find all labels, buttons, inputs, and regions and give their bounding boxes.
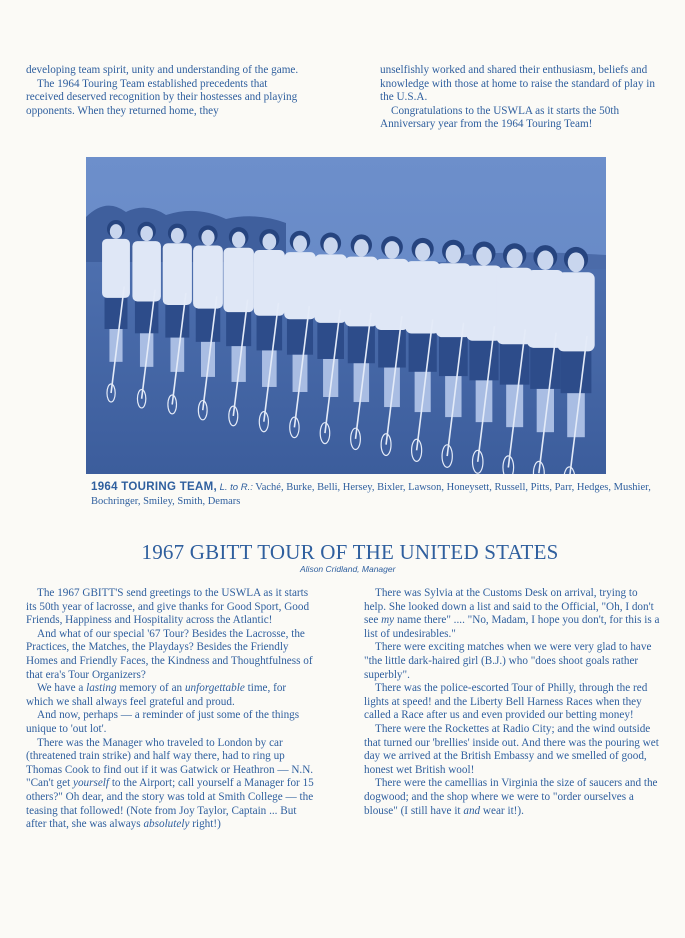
paragraph: There were exciting matches when we were very glad to have "the little dark-haired girl (B.J.) who "does shoot goals rather superbly". [364,641,652,681]
italic-text: yourself [72,777,110,790]
text: There were the camellias in Virginia the size of saucers and the dogwood; and the shop where we were to "order ourselves a blouse" (I still have it [364,777,658,817]
paragraph: The 1967 GBITT'S send greetings to the USWLA as it starts its 50th year of lacrosse, and give thanks for Good Sport, Good Friends, Happiness and Hospitality across the Atlantic! [26,587,310,627]
paragraph [364,777,660,818]
italic-text: absolutely [143,818,190,831]
text: time, for which we shall always feel grateful and proud. [26,682,287,708]
italic-text: lasting [86,682,117,695]
paragraph: And what of our special '67 Tour? Besides the Lacrosse, the Practices, the Matches, the Playdays? Besides the Friendly Homes and Friendly Faces, the Kindness and Thoughtfulness of that era's Tour Organizers? [26,627,313,681]
article-byline: Alison Cridland, Manager [300,564,396,574]
text: to the Airport; call yourself a Manager for 15 others?" Oh dear, and the story was told at Smith College — the teasing that followed! (Note from Joy Taylor, Captain ... But after that, she was always [26,777,314,831]
paragraph: developing team spirit, unity and understanding of the game. [26,64,299,76]
text: right!) [189,818,221,831]
top-left-column [26,64,308,118]
paragraph [26,682,316,709]
text: There was Sylvia at the Customs Desk on arrival, trying to help. She looked down a list and said to the Official, "Oh, I don't see [364,587,654,627]
caption-title: 1964 TOURING TEAM, [91,481,217,493]
italic-text: and [463,804,481,817]
text: We have a [37,682,87,695]
team-photo [86,157,606,474]
text: wear it!). [480,804,524,817]
top-right-column [380,64,660,132]
paragraph: Congratulations to the USWLA as it starts the 50th Anniversary year from the 1964 Touring Team! [380,104,620,131]
photo-caption [91,480,651,509]
text: memory of an [116,682,185,695]
paragraph: There were the Rockettes at Radio City; and the wind outside that turned our 'brellies' inside out. And there was the pouring wet day we arrived at the British Embassy and we smelled of good, honest wet British wool! [364,722,659,776]
article-left-column [26,587,316,832]
paragraph: And now, perhaps — a reminder of just some of the things unique to 'out lot'. [26,709,300,735]
team-photo-illustration [86,157,606,474]
caption-left-to-right: L. to R.: [219,482,253,493]
caption-names: Vaché, Burke, Belli, Hersey, Bixler, Lawson, Honeysett, Russell, Pitts, Parr, Hedges, Mushier, Bochringer, Smiley, Smith, Demars [91,482,651,507]
paragraph: unselfishly worked and shared their enthusiasm, beliefs and knowledge with those at home to raise the standard of play in the U.S.A. [380,64,655,104]
paragraph: The 1964 Touring Team established precedents that received deserved recognition by their hostesses and playing opponents. When they returned home, they [26,77,298,117]
paragraph: There was the police-escorted Tour of Philly, through the red lights at speed! and the Liberty Bell Harness Races when they called a Race after us and even provided our betting money! [364,682,648,722]
article-right-column [364,587,660,818]
italic-text: unforgettable [184,682,245,695]
italic-text: my [381,614,395,627]
text: name there" .... "No, Madam, I hope you don't, for this is a list of undesirables." [364,614,660,640]
article-heading: 1967 GBITT TOUR OF THE UNITED STATES [141,540,559,564]
paragraph [364,587,660,641]
paragraph [26,737,316,832]
text: There was the Manager who traveled to London by car (threatened train strike) and half way there, had to ring up Thomas Cook to find out if it was Gatwick or Heathron — N.N. "Can't get [26,736,314,790]
